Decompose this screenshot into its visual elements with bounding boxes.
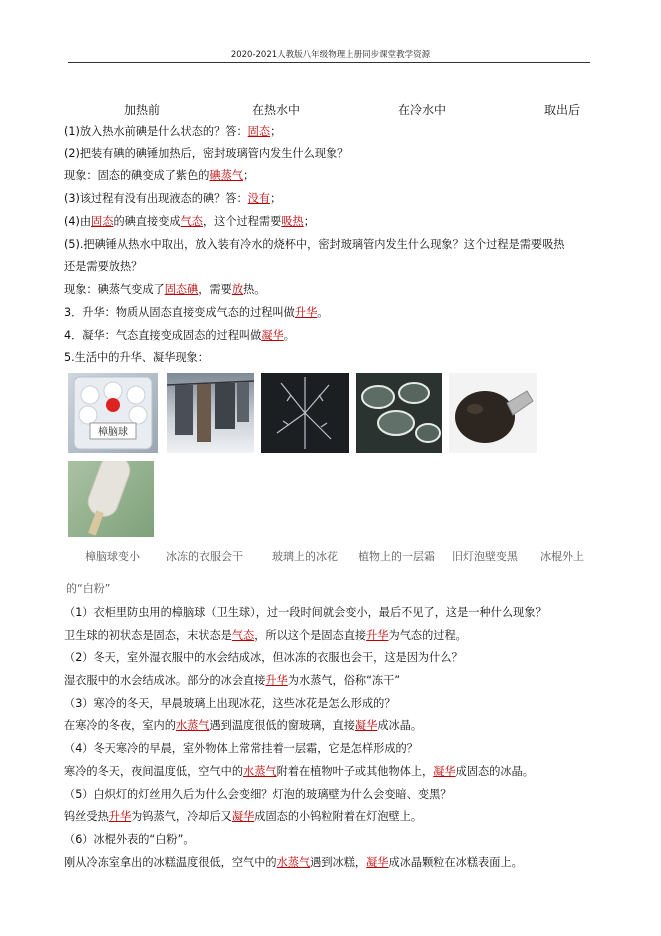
frozen-clothes-photo bbox=[167, 373, 254, 453]
example-5-answer: 钨丝受热升华为钨蒸气，冷却后又凝华成固态的小钨粒附着在灯泡壁上。 bbox=[64, 810, 423, 823]
stage-label-hot-water: 在热水中 bbox=[252, 103, 301, 117]
example-2-question: （2）冬天，室外湿衣服中的水会结成冰，但冰冻的衣服也会干，这是因为什么？ bbox=[64, 651, 463, 664]
stage-label-taken-out: 取出后 bbox=[544, 103, 581, 117]
question-5-line-2: 还是需要放热？ bbox=[64, 260, 143, 273]
example-3-answer: 在寒冷的冬夜，室内的水蒸气遇到温度很低的窗玻璃，直接凝华成冰晶。 bbox=[64, 719, 423, 732]
answer-5: 现象：碘蒸气变成了固态碘，需要放热。 bbox=[64, 283, 266, 296]
caption-bulb: 旧灯泡壁变黑 bbox=[452, 550, 518, 563]
caption-plant-frost: 植物上的一层霜 bbox=[358, 550, 435, 563]
caption-popsicle-continued: 的“白粉” bbox=[66, 582, 111, 595]
example-1-question: （1）衣柜里防虫用的樟脑球（卫生球），过一段时间就会变小，最后不见了，这是一种什么现象？ bbox=[64, 606, 547, 619]
question-3: (3)该过程有没有出现液态的碘？答：没有； bbox=[64, 192, 282, 205]
stage-label-cold-water: 在冷水中 bbox=[398, 103, 447, 117]
question-1: (1)放入热水前碘是什么状态的？答：固态； bbox=[64, 125, 282, 138]
page-header: 2020-2021人教版八年级物理上册同步课堂教学资源 bbox=[230, 50, 431, 60]
example-3-question: （3）寒冷的冬天，早晨玻璃上出现冰花，这些冰花是怎么形成的？ bbox=[64, 697, 396, 710]
blackened-bulb-photo bbox=[449, 373, 537, 453]
caption-naphthalene: 樟脑球变小 bbox=[85, 550, 140, 563]
caption-frozen-clothes: 冰冻的衣服会干 bbox=[166, 550, 243, 563]
example-1-answer: 卫生球的初状态是固态，末状态是气态，所以这个是固态直接升华为气态的过程。 bbox=[64, 629, 467, 642]
question-5-line-1: (5).把碘锤从热水中取出，放入装有冷水的烧杯中，密封玻璃管内发生什么现象？这个过程是需要吸热 bbox=[64, 238, 565, 251]
stage-label-before-heating: 加热前 bbox=[124, 103, 161, 117]
svg-text:樟脑球: 樟脑球 bbox=[98, 427, 128, 438]
answer-2: 现象：固态的碘变成了紫色的碘蒸气； bbox=[64, 169, 255, 182]
example-2-answer: 湿衣服中的水会结成冰。部分的冰会直接升华为水蒸气，俗称“冻干” bbox=[64, 674, 401, 687]
window-frost-photo bbox=[261, 373, 349, 453]
frost-on-plants-photo bbox=[356, 373, 442, 453]
definition-sublimation: 3．升华：物质从固态直接变成气态的过程叫做升华。 bbox=[64, 306, 329, 319]
section-5-heading: 5.生活中的升华、凝华现象： bbox=[64, 351, 209, 364]
naphthalene-balls-photo bbox=[68, 373, 158, 453]
question-4: (4)由固态的碘直接变成气态，这个过程需要吸热； bbox=[64, 215, 315, 228]
caption-window-frost: 玻璃上的冰花 bbox=[272, 550, 338, 563]
example-6-question: （6）冰棍外表的“白粉”。 bbox=[64, 833, 195, 846]
example-4-question: （4）冬天寒冷的早晨，室外物体上常常挂着一层霜，它是怎样形成的？ bbox=[64, 742, 418, 755]
example-5-question: （5）白炽灯的灯丝用久后为什么会变细？灯泡的玻璃壁为什么会变暗、变黑？ bbox=[64, 788, 452, 801]
popsicle-frost-photo bbox=[68, 461, 154, 537]
caption-popsicle: 冰棍外上 bbox=[540, 550, 584, 563]
example-6-answer: 刚从冷冻室拿出的冰糕温度很低，空气中的水蒸气遇到冰糕，凝华成冰晶颗粒在冰糕表面上。 bbox=[64, 856, 523, 869]
header-divider bbox=[68, 62, 590, 63]
example-4-answer: 寒冷的冬天，夜间温度低，空气中的水蒸气附着在植物叶子或其他物体上，凝华成固态的冰晶。 bbox=[64, 765, 534, 778]
question-2: (2)把装有碘的碘锤加热后，密封玻璃管内发生什么现象？ bbox=[64, 147, 349, 160]
definition-deposition: 4．凝华：气态直接变成固态的过程叫做凝华。 bbox=[64, 329, 295, 342]
